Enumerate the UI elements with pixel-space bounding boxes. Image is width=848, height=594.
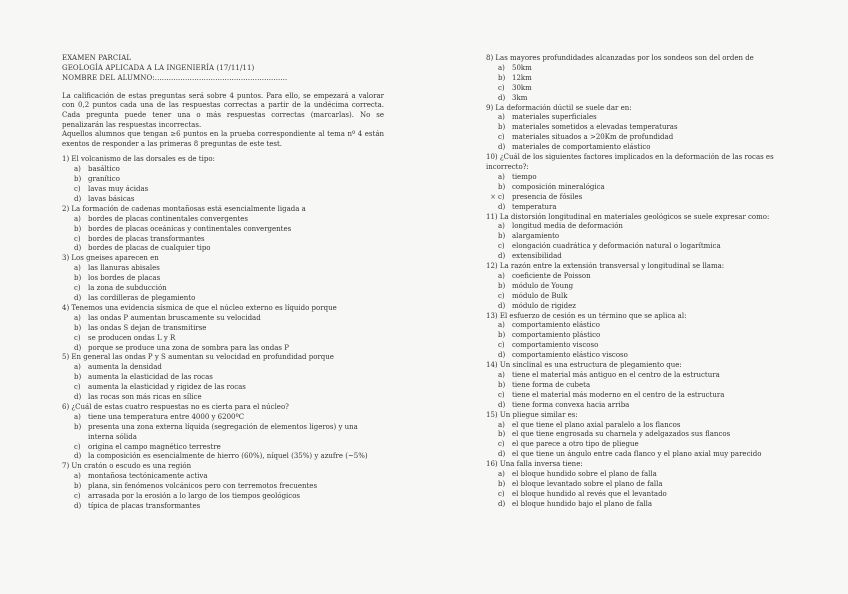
answer-mark xyxy=(486,133,496,143)
option-text: montañosa tectónicamente activa xyxy=(88,472,208,481)
answer-option[interactable] xyxy=(486,450,790,460)
option-text: 12km xyxy=(512,73,532,82)
answer-option[interactable] xyxy=(62,274,384,284)
answer-mark xyxy=(486,203,496,213)
question-text: 3) Los gneises aparecen en xyxy=(62,254,159,263)
option-letter: b) xyxy=(498,232,506,241)
answer-option[interactable] xyxy=(486,84,790,94)
right-column xyxy=(486,54,790,510)
answer-option[interactable] xyxy=(486,64,790,74)
answer-option[interactable] xyxy=(486,282,790,292)
option-letter: c) xyxy=(74,333,81,342)
answer-option[interactable] xyxy=(486,292,790,302)
option-text: la composición es esencialmente de hierro (60%), níquel (35%) y azufre (~5%) xyxy=(88,452,368,461)
option-letter: d) xyxy=(498,301,506,310)
answer-option[interactable] xyxy=(62,235,384,245)
answer-option[interactable] xyxy=(62,244,384,254)
answer-option[interactable] xyxy=(486,391,790,401)
option-text: las llanuras abisales xyxy=(88,264,160,273)
option-letter: a) xyxy=(498,63,505,72)
answer-option[interactable] xyxy=(62,423,384,433)
option-letter: d) xyxy=(498,252,506,261)
answer-option[interactable] xyxy=(62,215,384,225)
answer-option[interactable] xyxy=(486,232,790,242)
option-letter: c) xyxy=(498,291,505,300)
option-text: porque se produce una zona de sombra para las ondas P xyxy=(88,343,289,352)
answer-option[interactable] xyxy=(486,272,790,282)
answer-mark xyxy=(62,443,72,453)
answer-mark xyxy=(62,185,72,195)
option-text: bordes de placas de cualquier tipo xyxy=(88,244,211,253)
answer-mark xyxy=(486,282,496,292)
option-letter: c) xyxy=(74,442,81,451)
answer-option[interactable] xyxy=(486,252,790,262)
option-text: presencia de fósiles xyxy=(512,192,583,201)
option-letter: a) xyxy=(74,412,81,421)
answer-mark xyxy=(486,222,496,232)
answer-option[interactable] xyxy=(486,480,790,490)
answer-option[interactable] xyxy=(486,133,790,143)
option-text: las ondas S dejan de transmitirse xyxy=(88,323,207,332)
answer-mark xyxy=(486,470,496,480)
option-text: módulo de Young xyxy=(512,281,574,290)
option-text: bordes de placas continentales convergentes xyxy=(88,214,248,223)
answer-mark xyxy=(486,421,496,431)
option-letter: a) xyxy=(498,271,505,280)
option-text: presenta una zona externa líquida (segregación de elementos ligeros) y una xyxy=(88,422,358,431)
question-text: 13) El esfuerzo de cesión es un término que se aplica al: xyxy=(486,311,687,320)
answer-option[interactable] xyxy=(486,203,790,213)
answer-option[interactable] xyxy=(486,113,790,123)
option-letter: b) xyxy=(498,123,506,132)
option-text: comportamiento plástico xyxy=(512,331,601,340)
option-text: coeficiente de Poisson xyxy=(512,271,591,280)
option-letter: a) xyxy=(74,214,81,223)
option-letter: d) xyxy=(498,499,506,508)
answer-mark xyxy=(62,274,72,284)
exemption-paragraph: Aquellos alumnos que tengan ≥6 puntos en la prueba correspondiente al tema nº 4 están exentos de responder a las primeras 8 preguntas de este test. xyxy=(62,130,384,148)
option-letter: b) xyxy=(498,430,506,439)
answer-mark xyxy=(62,314,72,324)
option-text: basáltico xyxy=(88,165,120,174)
option-letter: a) xyxy=(74,165,81,174)
option-text: longitud media de deformación xyxy=(512,222,623,231)
option-text: tiempo xyxy=(512,172,537,181)
answer-mark xyxy=(486,450,496,460)
option-letter: a) xyxy=(498,113,505,122)
option-letter: a) xyxy=(498,321,505,330)
answer-option[interactable] xyxy=(62,373,384,383)
option-letter: c) xyxy=(498,133,505,142)
option-text: módulo de Bulk xyxy=(512,291,568,300)
answer-mark xyxy=(486,341,496,351)
answer-mark xyxy=(62,334,72,344)
question-text: 5) En general las ondas P y S aumentan su velocidad en profundidad porque xyxy=(62,353,334,362)
answer-option[interactable] xyxy=(62,472,384,482)
answer-mark xyxy=(486,371,496,381)
left-column xyxy=(62,54,384,512)
option-text: composición mineralógica xyxy=(512,182,605,191)
question-text: 6) ¿Cuál de estas cuatro respuestas no es cierta para el núcleo? xyxy=(62,402,289,411)
exam-title: EXAMEN PARCIAL xyxy=(62,54,132,62)
answer-mark xyxy=(486,321,496,331)
answer-mark xyxy=(486,64,496,74)
option-text: aumenta la elasticidad de las rocas xyxy=(88,373,213,382)
answer-mark xyxy=(486,480,496,490)
answer-mark xyxy=(486,351,496,361)
answer-option[interactable] xyxy=(486,173,790,183)
answer-option[interactable] xyxy=(62,443,384,453)
option-letter: d) xyxy=(498,143,506,152)
option-letter: c) xyxy=(74,284,81,293)
option-letter: d) xyxy=(498,93,506,102)
option-text: alargamiento xyxy=(512,232,560,241)
option-text: tiene el material más moderno en el centro de la estructura xyxy=(512,390,725,399)
option-letter xyxy=(72,433,88,443)
answer-option[interactable] xyxy=(62,175,384,185)
question-list-left xyxy=(62,155,384,512)
option-letter: c) xyxy=(498,192,505,201)
option-letter: d) xyxy=(74,194,82,203)
option-letter: d) xyxy=(74,293,82,302)
option-text: las ondas P aumentan bruscamente su velocidad xyxy=(88,313,261,322)
option-text: aumenta la elasticidad y rigidez de las rocas xyxy=(88,383,246,392)
answer-option[interactable] xyxy=(486,381,790,391)
answer-option[interactable] xyxy=(62,413,384,423)
option-letter: a) xyxy=(498,172,505,181)
option-text: comportamiento elástico viscoso xyxy=(512,351,628,360)
student-name-field[interactable]: NOMBRE DEL ALUMNO:......................................................... xyxy=(62,73,288,82)
option-letter: b) xyxy=(74,373,82,382)
option-letter: d) xyxy=(74,393,82,402)
answer-mark xyxy=(62,452,72,462)
answer-option[interactable] xyxy=(62,334,384,344)
answer-option[interactable] xyxy=(486,351,790,361)
option-letter: c) xyxy=(498,440,505,449)
answer-option[interactable] xyxy=(486,183,790,193)
answer-mark xyxy=(486,183,496,193)
option-text: plana, sin fenómenos volcánicos pero con terremotos frecuentes xyxy=(88,482,318,491)
option-text: lavas muy ácidas xyxy=(88,185,149,193)
option-text: materiales situados a >20Km de profundidad xyxy=(512,133,674,142)
answer-mark xyxy=(62,423,72,433)
option-text: el que tiene un ángulo entre cada flanco y el plano axial muy parecido xyxy=(512,450,762,459)
answer-option[interactable] xyxy=(486,490,790,500)
answer-mark xyxy=(62,215,72,225)
option-letter: c) xyxy=(74,492,81,501)
option-letter: b) xyxy=(498,73,506,82)
answer-mark xyxy=(486,430,496,440)
answer-option[interactable] xyxy=(486,440,790,450)
option-letter: a) xyxy=(498,371,505,379)
answer-mark xyxy=(486,113,496,123)
option-text: típica de placas transformantes xyxy=(88,502,201,510)
answer-mark xyxy=(62,344,72,354)
answer-option[interactable] xyxy=(486,242,790,252)
answer-option[interactable] xyxy=(62,185,384,195)
option-text: materiales superficiales xyxy=(512,113,597,122)
option-letter: d) xyxy=(498,450,506,459)
option-text: el que tiene engrosada su charnela y adelgazados sus flancos xyxy=(512,430,731,439)
answer-mark xyxy=(62,413,72,423)
answer-option[interactable] xyxy=(486,401,790,411)
option-letter: c) xyxy=(498,242,505,251)
course-title: GEOLOGÍA APLICADA A LA INGENIERÍA (17/11/11) xyxy=(62,63,255,72)
question-text: 2) La formación de cadenas montañosas está esencialmente ligada a xyxy=(62,204,306,213)
option-text: los bordes de placas xyxy=(88,274,161,283)
question-text: 8) Las mayores profundidades alcanzadas por los sondeos son del orden de xyxy=(486,54,754,62)
question-text: 16) Una falla inversa tiene: xyxy=(486,460,583,469)
option-text: las cordilleras de plegamiento xyxy=(88,293,196,302)
question-text: 12) La razón entre la extensión transversal y longitudinal se llama: xyxy=(486,262,725,271)
option-letter: c) xyxy=(74,185,81,193)
option-letter: a) xyxy=(498,420,505,429)
question-text: 7) Un cratón o escudo es una región xyxy=(62,462,192,471)
answer-mark xyxy=(486,391,496,401)
option-text: interna sólida xyxy=(88,432,137,441)
option-text: la zona de subducción xyxy=(88,284,167,293)
answer-mark xyxy=(486,401,496,411)
option-text: se producen ondas L y R xyxy=(88,333,176,342)
option-text: el bloque hundido bajo el plano de falla xyxy=(512,499,653,508)
question-text: 15) Un pliegue similar es: xyxy=(486,410,578,419)
question-text: 14) Un sinclinal es una estructura de plegamiento que: xyxy=(486,361,682,370)
option-letter: c) xyxy=(498,83,505,92)
option-text: el bloque hundido sobre el plano de falla xyxy=(512,470,657,479)
answer-option[interactable] xyxy=(486,341,790,351)
answer-option[interactable] xyxy=(62,393,384,403)
answer-mark xyxy=(486,84,496,94)
answer-mark xyxy=(486,123,496,133)
option-text: las rocas son más ricas en sílice xyxy=(88,393,202,402)
option-letter: c) xyxy=(498,341,505,350)
option-letter: a) xyxy=(498,470,505,479)
answer-mark xyxy=(62,433,72,443)
instructions-paragraph: La calificación de estas preguntas será sobre 4 puntos. Para ello, se empezará a valorar con 0,2 puntos cada una de las respuestas correctas a partir de la undécima correcta. Cada pregunta puede tener una o más respuestas correctas (marcarlas). No se penalizarán las respuestas incorrectas. xyxy=(62,91,384,129)
option-text: materiales de comportamiento elástico xyxy=(512,143,651,152)
option-text: comportamiento elástico xyxy=(512,321,600,330)
answer-option[interactable] xyxy=(62,225,384,235)
answer-mark xyxy=(62,165,72,175)
option-letter: a) xyxy=(498,222,505,231)
option-letter: a) xyxy=(74,313,81,322)
answer-option[interactable] xyxy=(62,284,384,294)
answer-mark xyxy=(62,235,72,245)
answer-mark xyxy=(62,175,72,185)
answer-option[interactable] xyxy=(62,502,384,512)
option-letter: c) xyxy=(74,383,81,392)
answer-mark xyxy=(62,244,72,254)
option-letter: c) xyxy=(498,390,505,399)
option-letter: b) xyxy=(74,274,82,283)
option-letter: a) xyxy=(74,472,81,481)
option-letter: c) xyxy=(74,234,81,243)
answer-mark xyxy=(62,383,72,393)
option-letter: d) xyxy=(498,351,506,360)
option-letter: c) xyxy=(498,489,505,498)
answer-option[interactable] xyxy=(486,421,790,431)
option-letter: b) xyxy=(498,479,506,488)
answer-option[interactable] xyxy=(486,123,790,133)
answer-option[interactable] xyxy=(62,482,384,492)
question-text: 9) La deformación dúctil se suele dar en: xyxy=(486,103,632,112)
option-letter: b) xyxy=(74,175,82,184)
option-text: elongación cuadrática y deformación natural o logarítmica xyxy=(512,242,721,251)
answer-mark xyxy=(62,324,72,334)
option-text: tiene forma convexa hacia arriba xyxy=(512,400,630,409)
option-text: el que parece a otro tipo de pliegue xyxy=(512,440,639,449)
option-text: el que tiene el plano axial paralelo a los flancos xyxy=(512,420,681,429)
question-text: 4) Tenemos una evidencia sísmica de que el núcleo externo es líquido porque xyxy=(62,303,337,312)
option-text: comportamiento viscoso xyxy=(512,341,599,350)
answer-option[interactable] xyxy=(62,195,384,205)
answer-option[interactable] xyxy=(486,470,790,480)
answer-mark xyxy=(62,294,72,304)
option-letter: a) xyxy=(74,264,81,273)
option-letter: b) xyxy=(498,331,506,340)
answer-option[interactable] xyxy=(62,433,384,443)
answer-option[interactable] xyxy=(62,324,384,334)
answer-option[interactable] xyxy=(486,193,790,203)
question-text: 11) La distorsión longitudinal en materiales geológicos se suele expresar como: xyxy=(486,212,770,221)
answer-mark xyxy=(486,252,496,262)
answer-option[interactable] xyxy=(486,321,790,331)
option-letter: d) xyxy=(74,343,82,352)
option-text: granítico xyxy=(88,175,120,184)
option-letter: d) xyxy=(498,400,506,409)
option-letter: d) xyxy=(74,452,82,461)
option-letter: b) xyxy=(74,224,82,233)
answer-mark xyxy=(486,74,496,84)
option-text: bordes de placas transformantes xyxy=(88,234,205,243)
answer-option[interactable] xyxy=(62,452,384,462)
answer-option[interactable] xyxy=(62,363,384,373)
option-text: temperatura xyxy=(512,202,557,211)
question-list-right xyxy=(486,54,790,510)
answer-mark xyxy=(62,225,72,235)
option-text: tiene una temperatura entre 4000 y 6200ºC xyxy=(88,412,245,421)
answer-mark xyxy=(486,242,496,252)
answer-option[interactable] xyxy=(62,344,384,354)
answer-option[interactable] xyxy=(62,165,384,175)
option-letter: d) xyxy=(74,244,82,253)
answer-mark xyxy=(486,173,496,183)
option-letter: b) xyxy=(498,182,506,191)
answer-mark xyxy=(486,292,496,302)
answer-mark xyxy=(62,363,72,373)
answer-mark xyxy=(62,393,72,403)
option-letter: d) xyxy=(498,202,506,211)
answer-option[interactable] xyxy=(486,222,790,232)
answer-option[interactable] xyxy=(62,264,384,274)
answer-mark: × xyxy=(490,192,496,201)
answer-option[interactable] xyxy=(486,94,790,104)
answer-mark xyxy=(486,302,496,312)
option-text: módulo de rigidez xyxy=(512,301,576,310)
question-text: 1) El volcanismo de las dorsales es de tipo: xyxy=(62,155,215,164)
answer-option[interactable] xyxy=(62,492,384,502)
option-text: 30km xyxy=(512,83,532,92)
answer-mark xyxy=(486,440,496,450)
option-letter: b) xyxy=(74,323,82,332)
option-text: origina el campo magnético terrestre xyxy=(88,442,221,451)
option-text: 3km xyxy=(512,93,528,102)
answer-mark xyxy=(62,373,72,383)
option-text: el bloque levantado sobre el plano de falla xyxy=(512,479,663,488)
answer-mark xyxy=(486,331,496,341)
answer-mark xyxy=(486,490,496,500)
answer-mark xyxy=(62,482,72,492)
option-text: materiales sometidos a elevadas temperaturas xyxy=(512,123,678,132)
option-text: 50km xyxy=(512,63,532,72)
answer-mark xyxy=(62,195,72,205)
option-text: arrasada por la erosión a lo largo de los tiempos geológicos xyxy=(88,492,301,501)
answer-option[interactable] xyxy=(62,314,384,324)
answer-mark xyxy=(486,381,496,391)
answer-mark xyxy=(486,143,496,153)
answer-option[interactable] xyxy=(486,430,790,440)
option-text: extensibilidad xyxy=(512,252,562,261)
option-text: el bloque hundido al revés que el levantado xyxy=(512,489,667,498)
answer-option[interactable] xyxy=(486,302,790,312)
option-text: lavas básicas xyxy=(88,194,135,203)
answer-mark xyxy=(62,492,72,502)
answer-mark xyxy=(486,94,496,104)
answer-mark xyxy=(62,284,72,294)
option-letter: d) xyxy=(74,502,82,510)
answer-mark xyxy=(62,472,72,482)
option-letter: b) xyxy=(498,281,506,290)
answer-mark xyxy=(486,272,496,282)
option-text: aumenta la densidad xyxy=(88,363,162,372)
question-text: 10) ¿Cuál de los siguientes factores implicados en la deformación de las rocas es incorrecto?: xyxy=(486,153,774,171)
answer-mark xyxy=(486,232,496,242)
answer-option[interactable] xyxy=(486,371,790,381)
answer-mark xyxy=(62,502,72,512)
option-letter: a) xyxy=(74,363,81,372)
option-letter: b) xyxy=(498,380,506,389)
option-letter: b) xyxy=(74,482,82,491)
option-text: tiene forma de cubeta xyxy=(512,380,591,389)
option-text: tiene el material más antiguo en el centro de la estructura xyxy=(512,371,720,379)
answer-option[interactable] xyxy=(486,331,790,341)
option-letter: b) xyxy=(74,422,82,431)
answer-option[interactable] xyxy=(486,500,790,510)
answer-option[interactable] xyxy=(62,294,384,304)
answer-mark xyxy=(486,500,496,510)
option-text: bordes de placas oceánicas y continentales convergentes xyxy=(88,224,292,233)
answer-mark xyxy=(62,264,72,274)
answer-option[interactable] xyxy=(486,143,790,153)
answer-option[interactable] xyxy=(62,383,384,393)
answer-option[interactable] xyxy=(486,74,790,84)
